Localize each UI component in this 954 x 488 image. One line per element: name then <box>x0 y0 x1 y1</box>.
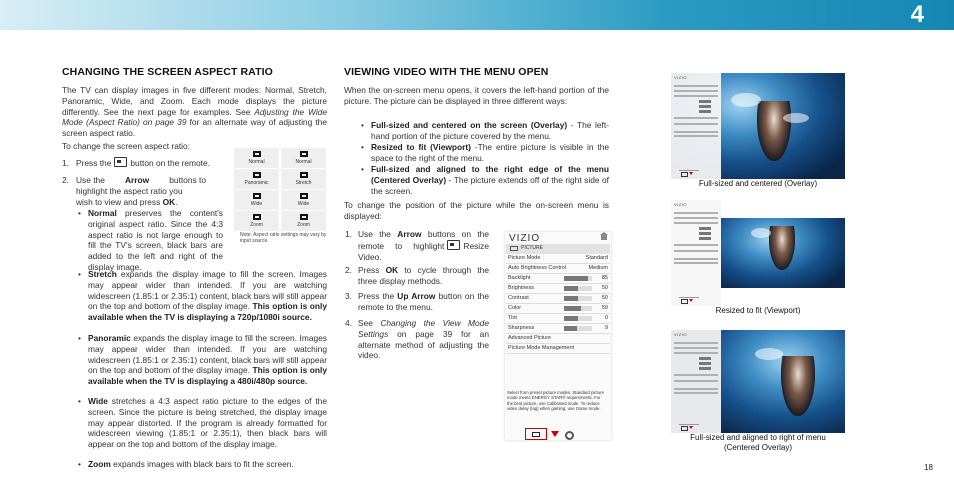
viewport-menu: VIZIO <box>671 200 721 306</box>
picture-icon <box>510 246 518 251</box>
chapter-header-band <box>0 0 954 30</box>
page-number: 18 <box>924 463 933 472</box>
centered-overlay-caption: Full-sized and aligned to right of menu (Centered Overlay) <box>671 433 845 453</box>
aspect-wide-icon <box>300 193 308 199</box>
menu-position-instruction: To change the position of the picture while the on-screen menu is displayed: <box>344 200 609 221</box>
bullet-stretch: • Stretch expands the display image to fill the screen. Images may appear wider than intended. If you are watching widescreen (1.85:1 or 2.35:1) content, black bars will still appear on the top and bottom of the display image. This option is only available when the TV is displaying a 720p/1080i source. <box>78 269 327 323</box>
aspect-zoom-cell: Zoom <box>281 211 326 231</box>
aspect-stretch-cell: Stretch <box>281 169 326 189</box>
overlay-caption: Full-sized and centered (Overlay) <box>671 179 845 189</box>
menu-step-1: 1. Use the Arrow buttons on the remote to highlight Resize Video. <box>345 229 489 262</box>
menu-row-tint[interactable]: Tint 0 <box>506 314 610 324</box>
overlay-menu: VIZIO <box>671 73 721 179</box>
sharpness-slider[interactable] <box>564 326 592 331</box>
tint-slider[interactable] <box>564 316 592 321</box>
violinist-image <box>721 218 845 288</box>
menu-row-picture-mode[interactable]: Picture Mode Standard <box>506 254 610 264</box>
aspect-instruction: To change the screen aspect ratio: <box>62 141 191 151</box>
menu-open-intro: When the on-screen menu opens, it covers the left-hand portion of the picture. The picture can be displayed in three different ways: <box>344 85 609 106</box>
aspect-normal-icon <box>253 151 261 157</box>
wide-key-icon <box>114 157 127 167</box>
violinist-image <box>721 330 845 433</box>
viewport-screenshot <box>671 200 845 306</box>
menu-open-heading: VIEWING VIDEO WITH THE MENU OPEN <box>344 66 549 78</box>
menu-row-backlight[interactable]: Backlight 85 <box>506 274 610 284</box>
bullet-zoom: • Zoom expands images with black bars to fit the screen. <box>78 459 294 469</box>
vizio-logo: VIZIO <box>509 233 541 244</box>
picture-menu-header: PICTURE <box>506 244 610 254</box>
aspect-wide-icon <box>253 193 261 199</box>
chapter-number: 4 <box>910 1 924 28</box>
menu-row-picture-mode-management[interactable]: Picture Mode Management <box>506 344 610 354</box>
aspect-ratio-heading: CHANGING THE SCREEN ASPECT RATIO <box>62 66 273 78</box>
aspect-note: Note: Aspect ratio settings may vary by input source. <box>240 232 327 244</box>
bullet-panoramic: • Panoramic expands the display image to fill the screen. Images may appear wider than intended. If you are watching widescreen (1.85:1 or 2.35:1) content, black bars will still appear on the top and bottom of the display image. This option is only available when the TV is displaying a 480i/480p source. <box>78 333 327 387</box>
color-slider[interactable] <box>564 306 592 311</box>
menu-row-auto-brightness[interactable]: Auto Brightness Control Medium <box>506 264 610 274</box>
contrast-slider[interactable] <box>564 296 592 301</box>
picture-menu-panel <box>505 232 611 440</box>
aspect-normal-icon <box>300 151 308 157</box>
centered-overlay-menu: VIZIO <box>671 330 721 433</box>
gear-icon[interactable] <box>565 431 574 440</box>
viewport-caption: Resized to fit (Viewport) <box>671 306 845 316</box>
menu-help-text: Select from preset picture modes. Standard picture mode meets ENERGY STAR® requirements. For the best picture, use Calibrated mode. To reduce video delay (lag) when gaming, use Game mode. <box>507 390 604 412</box>
home-icon[interactable] <box>601 235 607 240</box>
bullet-normal: • Normal preserves the content's original aspect ratio. Since the 4:3 aspect ratio is not large enough to fill the TV's screen, black bars are added to the left and right of the display image. <box>78 208 223 272</box>
menu-row-sharpness[interactable]: Sharpness 9 <box>506 324 610 334</box>
aspect-intro: The TV can display images in five different modes: Normal, Stretch, Panoramic, Wide, and Zoom. Each mode displays the picture differently. See the next page for examples. See Adjusting the Wide Mode (Aspect Ratio) on page 39 for an alternate way of adjusting the screen aspect ratio. <box>62 85 328 139</box>
aspect-zoom-icon <box>253 214 261 220</box>
bullet-overlay: • Full-sized and centered on the screen (Overlay) - The left-hand portion of the picture covered by the menu. <box>361 120 609 141</box>
centered-overlay-screenshot <box>671 330 845 433</box>
bullet-viewport: • Resized to fit (Viewport) -The entire picture is visible in the space to the right of the menu. <box>361 142 610 163</box>
menu-footer <box>505 428 611 440</box>
brightness-slider[interactable] <box>564 286 592 291</box>
aspect-panoramic-cell: Panoramic <box>234 169 279 189</box>
aspect-wide-cell: Wide <box>281 190 326 210</box>
menu-row-color[interactable]: Color 59 <box>506 304 610 314</box>
overlay-screenshot <box>671 73 845 179</box>
aspect-zoom-icon <box>300 214 308 220</box>
bullet-centered-overlay: • Full-sized and aligned to the right edge of the menu (Centered Overlay) - The picture extends off of the right side of the screen. <box>361 164 609 196</box>
aspect-normal-cell: Normal <box>281 148 326 168</box>
aspect-zoom-cell: Zoom <box>234 211 279 231</box>
aspect-wide-cell: Wide <box>234 190 279 210</box>
menu-step-2: 2. Press OK to cycle through the three display methods. <box>345 265 489 286</box>
menu-row-advanced-picture[interactable]: Advanced Picture <box>506 334 610 344</box>
step-1: 1. Press the button on the remote. <box>62 158 210 168</box>
menu-row-brightness[interactable]: Brightness 50 <box>506 284 610 294</box>
vizio-v-icon[interactable] <box>551 431 559 437</box>
aspect-panoramic-icon <box>253 172 261 178</box>
backlight-slider[interactable] <box>564 276 592 281</box>
menu-step-3: 3. Press the Up Arrow button on the remote to the menu. <box>345 291 489 312</box>
menu-row-contrast[interactable]: Contrast 50 <box>506 294 610 304</box>
aspect-stretch-icon <box>300 172 308 178</box>
menu-step-4: 4. See Changing the View Mode Settings on page 39 for an alternate method of adjusting the video. <box>345 318 489 361</box>
bullet-wide: • Wide stretches a 4:3 aspect ratio picture to the edges of the screen. Since the picture is being stretched, the display image may appear distorted. If the program is already formatted for widescreen viewing (1.85:1 or 2.35:1), then black bars will appear on the top and bottom of the display image. <box>78 396 327 450</box>
aspect-normal-cell: Normal <box>234 148 279 168</box>
wide-key-icon <box>447 240 460 250</box>
resize-video-button[interactable] <box>525 428 547 440</box>
